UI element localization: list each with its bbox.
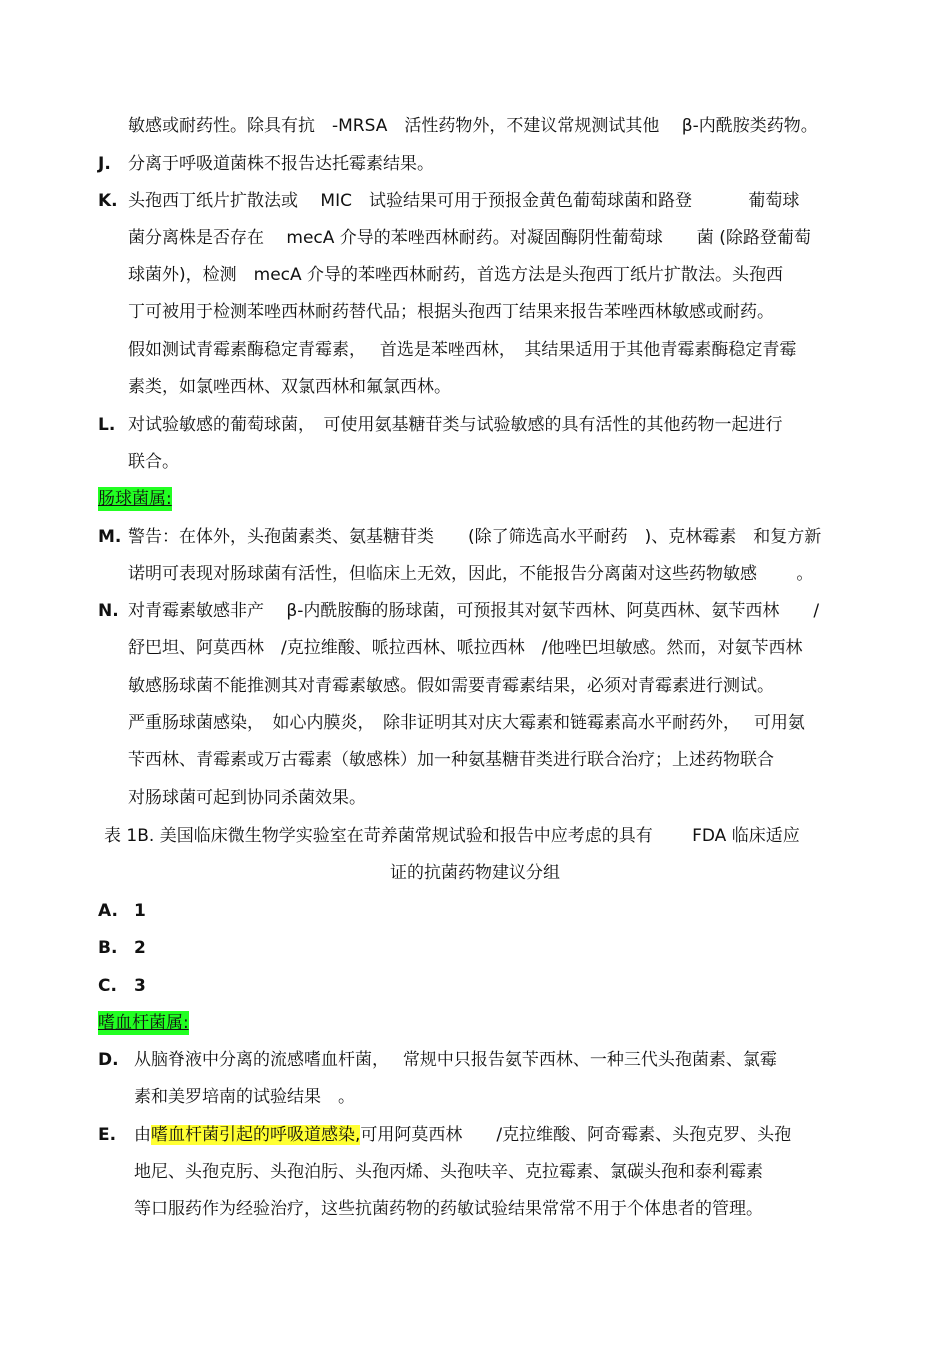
- text-line: 敏感肠球菌不能推测其对青霉素敏感。假如需要青霉素结果，必须对青霉素进行测试。: [128, 676, 774, 696]
- item-value: 2: [134, 938, 146, 958]
- item-value: 1: [134, 901, 146, 921]
- item-label: B.: [98, 938, 118, 958]
- section-heading: 嗜血杆菌属:: [98, 1013, 189, 1033]
- text-line: 等口服药作为经验治疗，这些抗菌药物的药敏试验结果常常不用于个体患者的管理。: [134, 1199, 763, 1219]
- item-label: A.: [98, 901, 118, 921]
- item-label: K.: [98, 191, 118, 211]
- text-line: 素类，如氯唑西林、双氯西林和氟氯西林。: [128, 377, 451, 397]
- text-line: 诺明可表现对肠球菌有活性，但临床上无效，因此，不能报告分离菌对这些药物敏感 。: [128, 564, 814, 584]
- text-line: 对肠球菌可起到协同杀菌效果。: [128, 788, 366, 808]
- table-title-line-2: 证的抗菌药物建议分组: [390, 863, 560, 883]
- text-line: 敏感或耐药性。除具有抗 -MRSA 活性药物外，不建议常规测试其他 β-内酰胺类药物。: [128, 116, 818, 136]
- highlighted-phrase: 嗜血杆菌引起的呼吸道感染,: [151, 1125, 361, 1145]
- item-label: E.: [98, 1125, 117, 1145]
- text-line: 球菌外)，检测 mecA 介导的苯唑西林耐药，首选方法是头孢西丁纸片扩散法。头孢西: [128, 265, 784, 285]
- text-line: 对青霉素敏感非产 β-内酰胺酶的肠球菌，可预报其对氨苄西林、阿莫西林、氨苄西林 /: [128, 601, 820, 621]
- text-line: 严重肠球菌感染， 如心内膜炎， 除非证明其对庆大霉素和链霉素高水平耐药外， 可用氨: [128, 713, 805, 733]
- item-label: D.: [98, 1050, 119, 1070]
- text-line: 分离于呼吸道菌株不报告达托霉素结果。: [128, 154, 434, 174]
- item-e-prefix: 由: [134, 1125, 151, 1145]
- text-line: 苄西林、青霉素或万古霉素（敏感株）加一种氨基糖苷类进行联合治疗；上述药物联合: [128, 750, 774, 770]
- text-line: 菌分离株是否存在 mecA 介导的苯唑西林耐药。对凝固酶阴性葡萄球 菌 (除路登葡萄: [128, 228, 811, 248]
- item-label: M.: [98, 527, 122, 547]
- item-label: C.: [98, 976, 117, 996]
- text-line: 对试验敏感的葡萄球菌， 可使用氨基糖苷类与试验敏感的具有活性的其他药物一起进行: [128, 415, 783, 435]
- text-line: 从脑脊液中分离的流感嗜血杆菌， 常规中只报告氨苄西林、一种三代头孢菌素、氯霉: [134, 1050, 777, 1070]
- text-line: 素和美罗培南的试验结果 。: [134, 1087, 355, 1107]
- item-e-line-1: [134, 1123, 791, 1147]
- table-title-line-1: 表 1B. 美国临床微生物学实验室在苛养菌常规试验和报告中应考虑的具有 FDA 临床适应: [104, 826, 800, 846]
- text-line: 联合。: [128, 452, 179, 472]
- item-e-rest: 可用阿莫西林 /克拉维酸、阿奇霉素、头孢克罗、头孢: [360, 1125, 792, 1145]
- section-heading: 肠球菌属:: [98, 489, 172, 509]
- item-label: L.: [98, 415, 116, 435]
- item-value: 3: [134, 976, 146, 996]
- text-line: 假如测试青霉素酶稳定青霉素， 首选是苯唑西林， 其结果适用于其他青霉素酶稳定青霉: [128, 340, 797, 360]
- item-label: J.: [98, 154, 111, 174]
- item-label: N.: [98, 601, 119, 621]
- text-line: 丁可被用于检测苯唑西林耐药替代品；根据头孢西丁结果来报告苯唑西林敏感或耐药。: [128, 302, 774, 322]
- text-line: 舒巴坦、阿莫西林 /克拉维酸、哌拉西林、哌拉西林 /他唑巴坦敏感。然而，对氨苄西林: [128, 638, 803, 658]
- text-line: 头孢西丁纸片扩散法或 MIC 试验结果可用于预报金黄色葡萄球菌和路登 葡萄球: [128, 191, 800, 211]
- text-line: 地尼、头孢克肟、头孢泊肟、头孢丙烯、头孢呋辛、克拉霉素、氯碳头孢和泰利霉素: [134, 1162, 763, 1182]
- text-line: 警告：在体外，头孢菌素类、氨基糖苷类 (除了筛选高水平耐药 )、克林霉素 和复方新: [128, 527, 822, 547]
